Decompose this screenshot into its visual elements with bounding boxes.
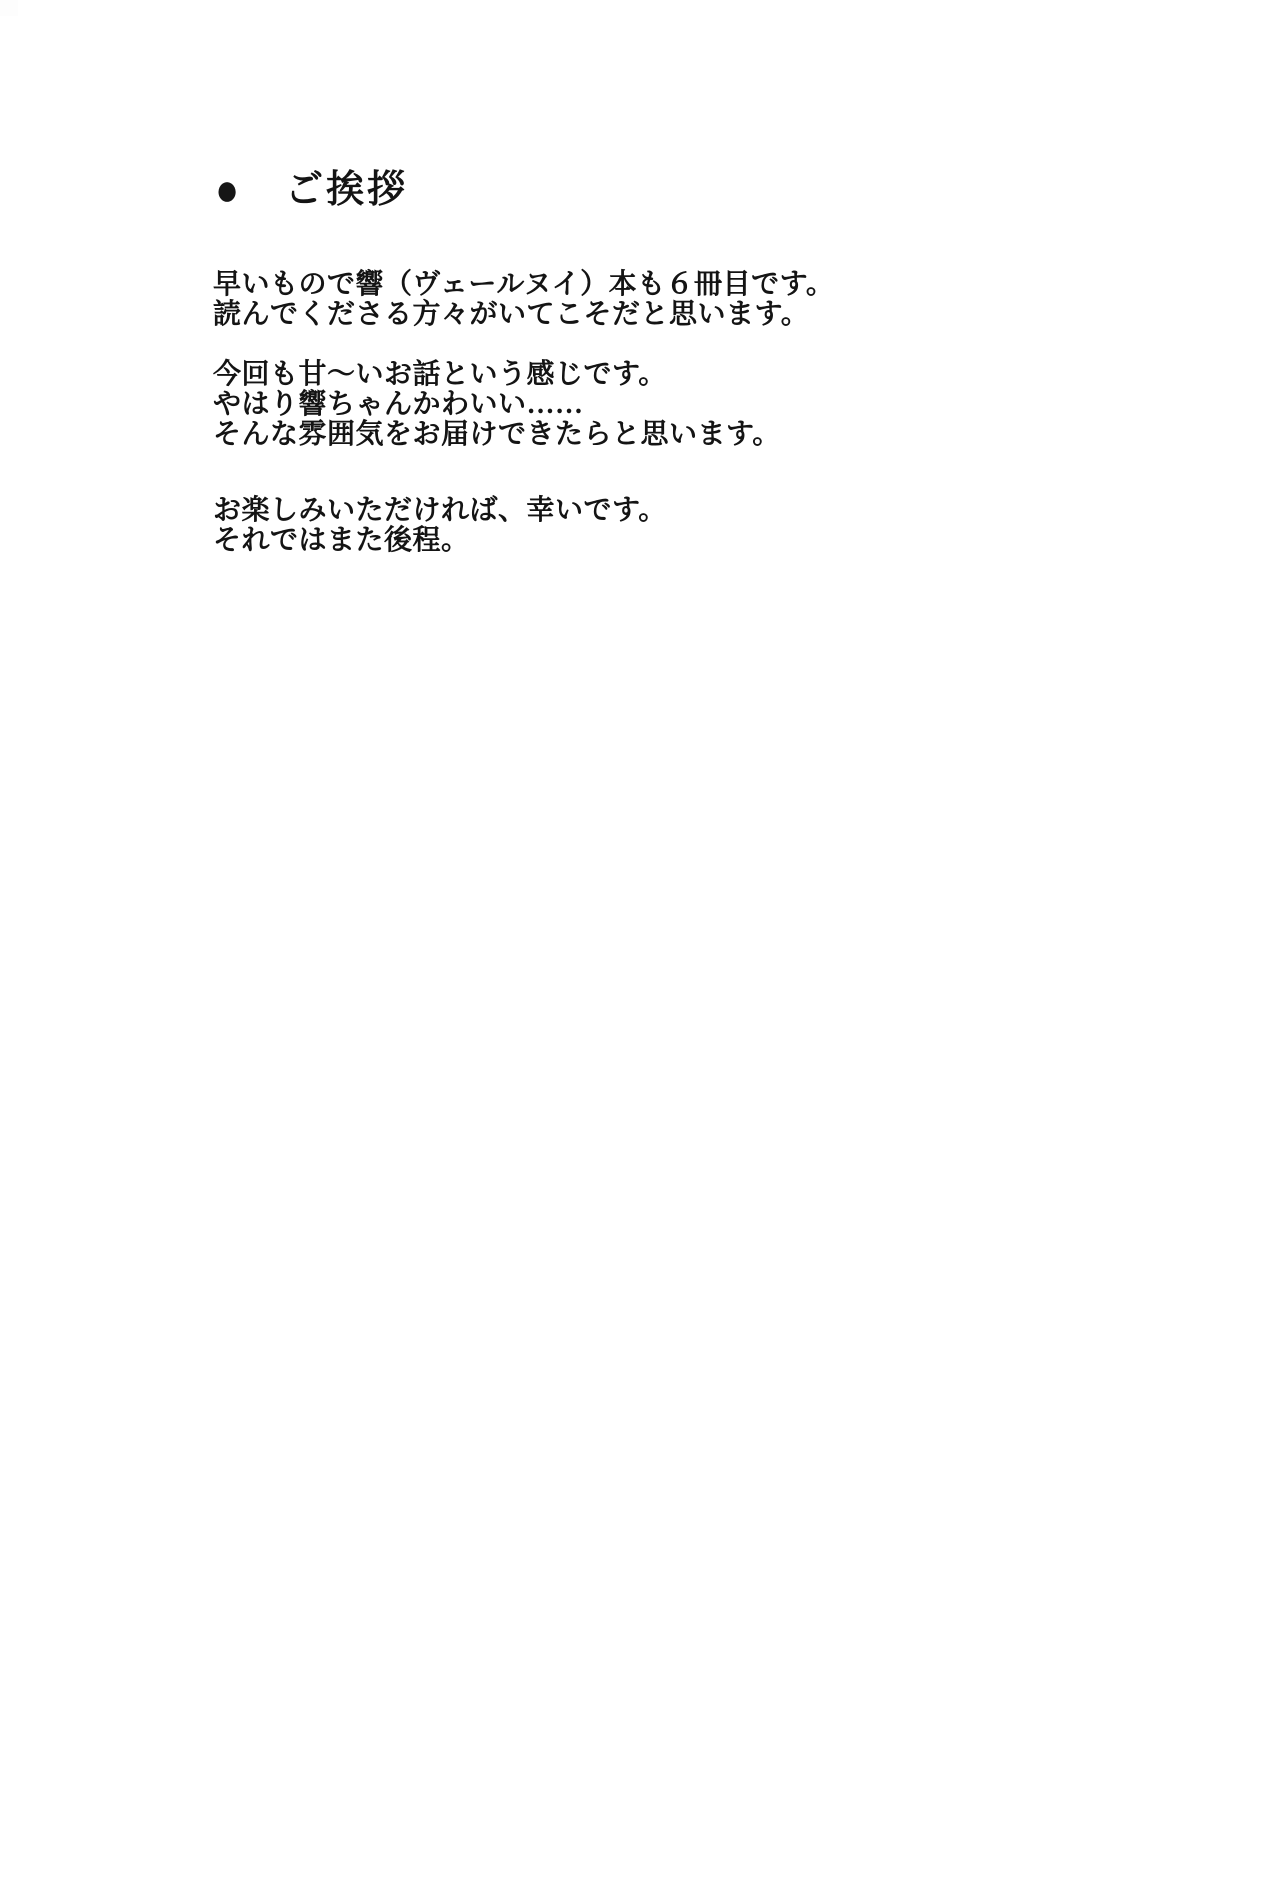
text-line: 読んでくださる方々がいてこそだと思います。 bbox=[213, 299, 810, 330]
text-line: それではまた後程。 bbox=[213, 525, 470, 556]
text-line: そんな雰囲気をお届けできたらと思います。 bbox=[213, 419, 781, 450]
text-line: やはり響ちゃんかわいい…… bbox=[213, 389, 584, 420]
paragraph-intro bbox=[213, 270, 834, 330]
greeting-heading bbox=[215, 163, 409, 216]
text-line: お楽しみいただければ、幸いです。 bbox=[213, 495, 667, 526]
scan-artifact bbox=[0, 0, 18, 16]
page-title: ご挨拶 bbox=[285, 169, 409, 211]
paragraph-closing bbox=[213, 496, 667, 556]
circle-bullet-icon: ● bbox=[215, 163, 240, 216]
text-line: 今回も甘〜いお話という感じです。 bbox=[213, 359, 667, 390]
text-line: 早いもので響（ヴェールヌイ）本も６冊目です。 bbox=[213, 269, 835, 300]
paragraph-body bbox=[213, 360, 781, 450]
